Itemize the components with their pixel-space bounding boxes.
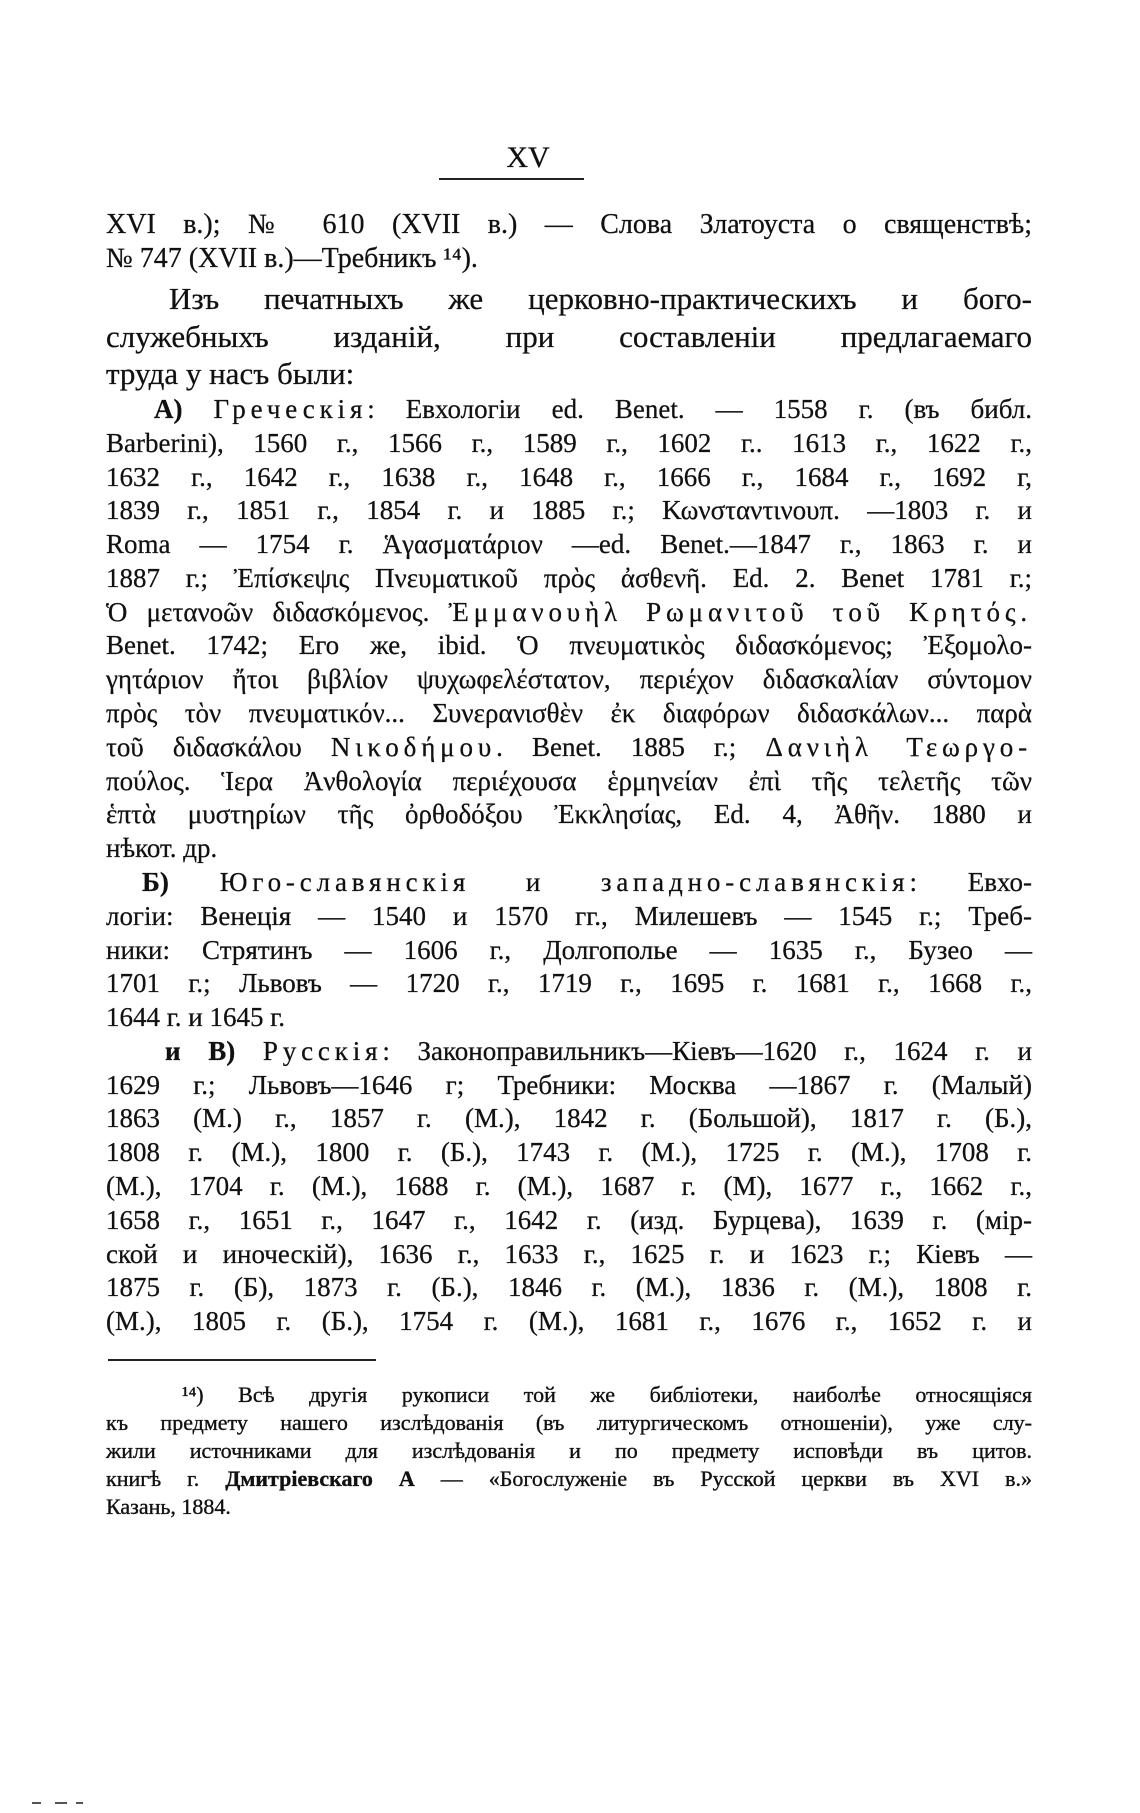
text-run: : Евхологіи ed. Benet. — 1558 г. (въ библ. xyxy=(367,394,1032,424)
footnote-line: жили источниками для изслѣдованія и по предмету исповѣди въ цитов. xyxy=(106,1438,1032,1463)
text-line: γητάριον ἤτοι βιβλίον ψυχωφελέστατον, περιέχον διδασκαλίαν σύντομον xyxy=(106,664,1032,695)
text-line: труда у насъ были: xyxy=(106,356,355,391)
text-run: — «Богослуженіе въ Русской церкви въ XVI в.» xyxy=(414,1466,1032,1491)
footnote-line: Казань, 1884. xyxy=(106,1494,231,1519)
text-line: нѣкот. др. xyxy=(106,833,218,864)
scan-margin-mark xyxy=(32,1802,41,1804)
section-russian-heading-line xyxy=(106,1035,1032,1069)
section-title: Юго-славянскія и западно-славянскія xyxy=(219,866,910,897)
text-run: : Евхо- xyxy=(909,866,1033,897)
text-line: Изъ печатныхъ же церковно-практическихъ и бого- xyxy=(169,281,1032,316)
text-line: 1658 г., 1651 г., 1647 г., 1642 г. (изд. Бурцева), 1639 г. (мір- xyxy=(106,1204,1032,1235)
text-line: πούλος. Ἱερα Ἀνθολογία περιέχουσα ἑρμηνείαν ἐπὶ τῆς τελετῆς τῶν xyxy=(106,765,1032,796)
text-line: служебныхъ изданій, при составленіи предлагаемаго xyxy=(106,318,1032,354)
text-line: (М.), 1704 г. (М.), 1688 г. (М.), 1687 г. (М), 1677 г., 1662 г., xyxy=(106,1170,1032,1201)
text-line: логіи: Венеція — 1540 и 1570 гг., Милешевъ — 1545 г.; Треб- xyxy=(106,900,1032,931)
text-line: 1875 г. (Б), 1873 г. (Б.), 1846 г. (М.), 1836 г. (М.), 1808 г. xyxy=(106,1272,1032,1303)
text-run: Ὁ μετανοῶν διδασκόμενος. xyxy=(106,596,449,627)
text-line: Barberini), 1560 г., 1566 г., 1589 г., 1602 г.. 1613 г., 1622 г., xyxy=(106,427,1032,458)
footnote xyxy=(106,1381,1032,1521)
page-number: XV xyxy=(506,141,550,174)
page-number-rule xyxy=(439,178,584,180)
continued-text xyxy=(106,208,1032,276)
spaced-name: Δανιὴλ Τεωργο- xyxy=(765,731,1032,762)
editions-list xyxy=(106,393,1032,1339)
text-line: ники: Стрятинъ — 1606 г., Долгополье — 1635 г., Бузео — xyxy=(106,934,1032,965)
text-line: 1644 г. и 1645 г. xyxy=(106,1002,286,1033)
text-line xyxy=(106,596,1032,630)
text-line: ἑπτὰ μυστηρίων τῆς ὀρθοδόξου Ἐκκλησίας, Ed. 4, Ἀθῆν. 1880 и xyxy=(106,799,1032,830)
section-slavonic-heading-line xyxy=(106,866,1032,900)
text-run: книгѣ г. xyxy=(106,1466,226,1491)
text-line xyxy=(106,731,1032,765)
footnote-line xyxy=(106,1465,1032,1493)
spaced-name: Ἐμμανουὴλ Ρωμανιτοῦ τοῦ Κρητός. xyxy=(448,596,1032,627)
text-line: 1887 г.; Ἐπίσκεψις Πνευματικοῦ πρὸς ἀσθενῆ. Ed. 2. Benet 1781 г.; xyxy=(106,562,1032,593)
text-line: Benet. 1742; Его же, ibid. Ὁ πνευματικὸς διδασκόμενος; Ἐξομολο- xyxy=(106,630,1032,661)
text-line: 1629 г.; Львовъ—1646 г; Требники: Москва —1867 г. (Малый) xyxy=(106,1069,1032,1100)
spaced-name: Νικοδήμου xyxy=(330,731,497,762)
text-line: 1808 г. (М.), 1800 г. (Б.), 1743 г. (М.), 1725 г. (М.), 1708 г. xyxy=(106,1137,1032,1168)
text-run: : Законоправильникъ—Кіевъ—1620 г., 1624 г. и xyxy=(382,1035,1032,1066)
text-line: πρὸς τὸν πνευματικόν... Συνερανισθὲν ἐκ διαφόρων διδασκάλων... παρὰ xyxy=(106,698,1032,729)
section-label: Б) xyxy=(142,866,220,897)
footnote-line: къ предмету нашего изслѣдованія (въ литургическомъ отношеніи), уже слу- xyxy=(106,1410,1032,1435)
text-line: 1632 г., 1642 г., 1638 г., 1648 г., 1666 г., 1684 г., 1692 г, xyxy=(106,461,1032,492)
text-line: Roma — 1754 г. Ἁγασματάριον —ed. Benet.—1847 г., 1863 г. и xyxy=(106,529,1032,560)
text-line: XVI в.); № 610 (XVII в.) — Слова Златоуста о священствѣ; xyxy=(106,209,1032,240)
section-title: Греческія xyxy=(213,394,368,424)
text-run: τοῦ διδασκάλου xyxy=(106,731,331,762)
section-greek-heading-line xyxy=(106,393,1032,427)
text-run: . Benet. 1885 г.; xyxy=(496,731,766,762)
text-line: 1863 (М.) г., 1857 г. (М.), 1842 г. (Большой), 1817 г. (Б.), xyxy=(106,1103,1032,1134)
text-line: № 747 (XVII в.)—Требникъ ¹⁴). xyxy=(106,243,478,274)
text-line: (М.), 1805 г. (Б.), 1754 г. (М.), 1681 г., 1676 г., 1652 г. и xyxy=(106,1306,1032,1337)
footnote-separator xyxy=(108,1359,376,1361)
section-label: и В) xyxy=(165,1035,263,1066)
section-title: Русскія xyxy=(262,1035,383,1066)
text-line: 1701 г.; Львовъ — 1720 г., 1719 г., 1695 г. 1681 г., 1668 г., xyxy=(106,968,1032,999)
scan-margin-mark xyxy=(55,1802,67,1804)
text-line: 1839 г., 1851 г., 1854 г. и 1885 г.; Κωνσταντινουπ. —1803 г. и xyxy=(106,495,1032,526)
footnote-line: ¹⁴) Всѣ другія рукописи той же библіотеки, наиболѣе относящіяся xyxy=(182,1382,1032,1407)
text-line: ской и иноческій), 1636 г., 1633 г., 1625 г. и 1623 г.; Кіевъ — xyxy=(106,1238,1032,1269)
paragraph-printed-editions xyxy=(106,280,1032,393)
section-label: А) xyxy=(154,394,214,424)
scan-margin-mark xyxy=(76,1802,83,1804)
cited-author: Дмитріевскаго А xyxy=(225,1466,415,1491)
